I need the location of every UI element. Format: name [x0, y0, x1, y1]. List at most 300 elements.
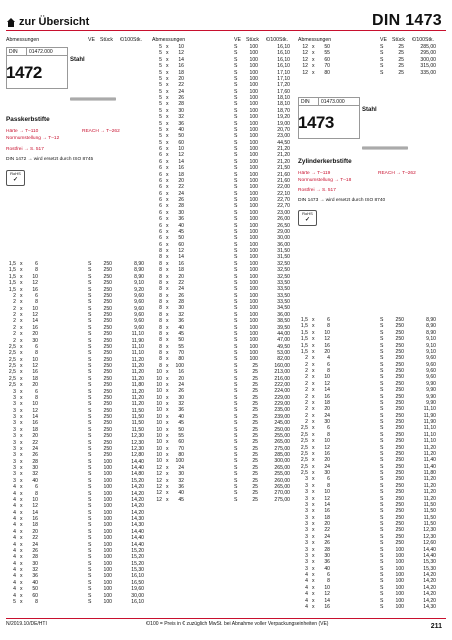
table-cell: 33,50 — [277, 292, 290, 299]
times-sign: x — [20, 547, 23, 554]
home-icon — [6, 18, 16, 27]
table-cell: 250 — [395, 399, 404, 406]
table-cell: S — [234, 228, 238, 235]
material: Stahl — [70, 57, 85, 63]
table-cell: 250 — [395, 431, 404, 438]
times-sign: x — [312, 412, 315, 419]
table-cell: 100 — [103, 465, 112, 471]
table-cell: 18,70 — [277, 107, 290, 114]
table-cell: S — [380, 603, 384, 610]
table-cell: 2,5 — [300, 431, 308, 438]
table-cell: 12 — [178, 248, 184, 254]
table-cell: 100 — [249, 235, 258, 242]
col-dims: Abmessungen — [298, 37, 332, 43]
table-cell: S — [88, 356, 92, 363]
times-sign: x — [312, 501, 315, 508]
table-cell: 250 — [395, 521, 404, 527]
table-cell: 100 — [249, 165, 258, 172]
table-cell: 30 — [178, 394, 184, 401]
table-cell: S — [380, 438, 384, 445]
table-cell: 250,00 — [274, 426, 290, 433]
table-cell: 2 — [305, 419, 308, 425]
table-cell: 32,50 — [277, 267, 290, 274]
table-cell: 8 — [159, 350, 162, 356]
times-sign: x — [166, 286, 169, 293]
table-cell: S — [88, 465, 92, 471]
table-cell: 100 — [249, 318, 258, 325]
table-cell: 250 — [103, 382, 112, 389]
times-sign: x — [20, 541, 23, 548]
table-cell: 24 — [324, 533, 330, 540]
table-cell: 3 — [13, 394, 16, 401]
haerte-link[interactable]: Härte → T–119 — [298, 171, 331, 176]
table-cell: 275,00 — [274, 445, 290, 452]
times-sign: x — [312, 482, 315, 489]
table-cell: S — [380, 559, 384, 566]
table-cell: 300,00 — [420, 56, 436, 63]
table-cell: 100 — [103, 547, 112, 554]
table-cell: 11,50 — [131, 426, 144, 433]
times-sign: x — [312, 425, 315, 432]
table-cell: 100 — [395, 578, 404, 585]
times-sign: x — [20, 598, 23, 605]
table-cell: 80 — [324, 69, 330, 76]
table-cell: 12 — [178, 152, 184, 159]
table-cell: S — [380, 431, 384, 438]
table-cell: 222,00 — [274, 381, 290, 388]
times-sign: x — [166, 401, 169, 407]
table-cell: 100 — [249, 311, 258, 318]
times-sign: x — [166, 483, 169, 490]
table-cell: 3 — [305, 533, 308, 540]
table-cell: 100 — [103, 592, 112, 599]
table-cell: 82,00 — [277, 356, 290, 363]
times-sign: x — [20, 586, 23, 593]
table-cell: S — [380, 565, 384, 572]
table-cell: 26 — [178, 197, 184, 203]
table-cell: 26 — [32, 452, 38, 459]
table-cell: 14,30 — [131, 516, 144, 522]
table-cell: 20 — [178, 75, 184, 82]
table-cell: 100 — [249, 69, 258, 76]
table-cell: S — [380, 521, 384, 527]
table-cell: 100 — [249, 139, 258, 146]
table-cell: 11,50 — [423, 501, 436, 508]
table-cell: S — [380, 406, 384, 413]
rostfrei-link[interactable]: Rostfrei → S. 517 — [6, 147, 44, 152]
table-cell: 4 — [13, 573, 16, 580]
times-sign: x — [166, 75, 169, 82]
table-cell: 26,00 — [277, 216, 290, 223]
table-cell: 8 — [159, 292, 162, 299]
table-cell: 11,20 — [131, 394, 144, 401]
table-cell: S — [88, 388, 92, 395]
table-cell: 6 — [159, 146, 162, 152]
table-cell: 10 — [156, 369, 162, 376]
table-cell: S — [88, 350, 92, 357]
times-sign: x — [166, 407, 169, 414]
table-cell: 60 — [324, 56, 330, 63]
table-cell: 9,10 — [426, 336, 436, 343]
table-cell: 25 — [252, 432, 258, 439]
table-cell: 11,10 — [423, 425, 436, 432]
table-cell: 100 — [249, 50, 258, 57]
table-cell: 14,40 — [423, 552, 436, 559]
times-sign: x — [20, 350, 23, 357]
table-cell: 10 — [156, 426, 162, 433]
table-cell: 20 — [324, 521, 330, 527]
table-cell: S — [380, 374, 384, 381]
table-cell: 45 — [178, 496, 184, 503]
table-cell: 29,00 — [277, 228, 290, 235]
table-cell: 25 — [252, 490, 258, 497]
table-cell: 4 — [13, 503, 16, 510]
table-cell: 10 — [156, 420, 162, 427]
table-cell: 10 — [156, 407, 162, 414]
table-cell: S — [234, 279, 238, 286]
back-to-overview-link[interactable] — [6, 16, 89, 28]
table-cell: 9,60 — [134, 318, 144, 325]
table-cell: 6 — [159, 222, 162, 229]
table-cell: 100 — [103, 535, 112, 542]
table-cell: S — [380, 546, 384, 553]
table-cell: 3 — [305, 527, 308, 534]
table-cell: 12 — [302, 44, 308, 50]
table-cell: 100 — [249, 88, 258, 95]
table-cell: 22,00 — [277, 184, 290, 191]
table-cell: 100 — [395, 572, 404, 578]
table-cell: 19,00 — [277, 120, 290, 127]
table-cell: 250 — [103, 299, 112, 306]
table-cell: 9,10 — [426, 342, 436, 349]
table-cell: 12,80 — [131, 452, 144, 459]
norm-link[interactable]: Normumstellung → T–12 — [6, 136, 60, 141]
table-cell: 2,5 — [300, 425, 308, 432]
table-cell: 14,20 — [423, 584, 436, 591]
table-cell: 100 — [249, 133, 258, 140]
times-sign: x — [312, 463, 315, 470]
table-cell: 20 — [178, 177, 184, 184]
table-cell: 12 — [324, 495, 330, 502]
times-sign: x — [166, 216, 169, 223]
table-cell: 1,5 — [300, 323, 308, 330]
product-number: 1473 — [298, 113, 334, 132]
times-sign: x — [166, 165, 169, 172]
times-sign: x — [20, 426, 23, 433]
table-cell: S — [88, 337, 92, 344]
table-cell: 8,90 — [426, 329, 436, 336]
table-cell: 250 — [395, 419, 404, 425]
table-cell: 25 — [252, 362, 258, 369]
table-cell: 15,20 — [131, 560, 144, 567]
table-cell: S — [88, 375, 92, 382]
times-sign: x — [20, 369, 23, 376]
table-cell: 25 — [252, 464, 258, 471]
table-cell: S — [380, 450, 384, 457]
times-sign: x — [166, 56, 169, 63]
table-cell: 5 — [159, 50, 162, 57]
times-sign: x — [166, 369, 169, 376]
rostfrei-link[interactable]: Rostfrei → S. 517 — [298, 188, 336, 193]
table-cell: 1,5 — [300, 348, 308, 355]
table-cell: 2 — [305, 374, 308, 381]
table-cell: S — [380, 482, 384, 489]
table-cell: 28 — [178, 203, 184, 210]
table-cell: S — [380, 361, 384, 368]
table-cell: 8 — [159, 324, 162, 331]
table-cell: 250 — [103, 445, 112, 452]
table-cell: S — [88, 318, 92, 325]
table-cell: 28 — [178, 101, 184, 108]
table-cell: 25 — [252, 420, 258, 427]
table-cell: 4 — [13, 547, 16, 554]
table-cell: 14 — [324, 501, 330, 508]
times-sign: x — [20, 490, 23, 497]
table-cell: 16 — [178, 260, 184, 267]
table-cell: S — [234, 171, 238, 178]
rohs-badge: RoHS ✓ — [6, 170, 25, 186]
table-cell: 12 — [324, 591, 330, 598]
table-cell: 3 — [305, 514, 308, 521]
table-cell: 30 — [178, 107, 184, 114]
table-cell: 21,20 — [277, 152, 290, 159]
table-cell: 100 — [249, 273, 258, 280]
table-cell: 24 — [178, 88, 184, 95]
table-cell: 8 — [327, 323, 330, 330]
table-cell: 100 — [249, 197, 258, 203]
table-cell: 100 — [103, 516, 112, 522]
norm-link[interactable]: Normumstellung → T–18 — [298, 178, 352, 183]
table-cell: 250 — [395, 425, 404, 432]
table-cell: 12 — [32, 407, 38, 414]
header-divider — [6, 30, 446, 31]
table-cell: S — [88, 305, 92, 312]
table-cell: 250 — [395, 444, 404, 451]
table-cell: 6 — [159, 171, 162, 178]
table-row — [298, 604, 442, 610]
table-cell: 10 — [156, 381, 162, 388]
table-cell: S — [234, 69, 238, 76]
table-cell: 17,10 — [277, 69, 290, 76]
times-sign: x — [166, 197, 169, 203]
times-sign: x — [20, 375, 23, 382]
table-cell: 16 — [32, 324, 38, 331]
table-cell: 10 — [324, 438, 330, 445]
times-sign: x — [166, 279, 169, 286]
table-cell: 14 — [324, 387, 330, 394]
haerte-link[interactable]: Härte → T–110 — [6, 129, 39, 134]
table-cell: S — [380, 44, 384, 50]
reach-link[interactable]: REACH → T–262 — [82, 129, 120, 134]
times-sign: x — [166, 254, 169, 261]
table-cell: 22 — [178, 184, 184, 191]
din-label: DIN — [9, 49, 18, 55]
times-sign: x — [20, 522, 23, 529]
table-cell: 16 — [324, 393, 330, 400]
table-cell: 2 — [305, 361, 308, 368]
table-cell: 100 — [103, 554, 112, 561]
table-cell: 100 — [249, 286, 258, 293]
table-cell: 250 — [103, 318, 112, 325]
table-cell: 22,70 — [277, 197, 290, 203]
table-row — [152, 497, 296, 503]
table-cell: S — [234, 152, 238, 159]
table-cell: 22 — [32, 535, 38, 542]
table-cell: 55 — [324, 50, 330, 57]
table-cell: 30 — [178, 305, 184, 312]
table-cell: S — [234, 241, 238, 248]
table-cell: 70 — [324, 63, 330, 70]
table-cell: 14 — [178, 158, 184, 165]
table-cell: 50 — [178, 426, 184, 433]
table-cell: 10 — [178, 146, 184, 152]
times-sign: x — [20, 407, 23, 414]
table-cell: 34,50 — [277, 305, 290, 312]
times-sign: x — [166, 248, 169, 254]
table-cell: 5 — [159, 133, 162, 140]
table-cell: S — [380, 419, 384, 425]
table-cell: 23,00 — [277, 133, 290, 140]
table-cell: 20 — [32, 331, 38, 338]
times-sign: x — [312, 387, 315, 394]
table-cell: S — [380, 368, 384, 374]
table-cell: 12 — [302, 63, 308, 70]
table-cell: 6 — [159, 241, 162, 248]
table-cell: S — [88, 503, 92, 510]
table-cell: 8,90 — [426, 323, 436, 330]
table-cell: 6 — [35, 343, 38, 350]
table-cell: 10 — [156, 452, 162, 458]
table-cell: 2,5 — [300, 450, 308, 457]
times-sign: x — [166, 426, 169, 433]
table-cell: 12 — [156, 471, 162, 478]
table-cell: 5 — [159, 139, 162, 146]
table-cell: 2,5 — [8, 375, 16, 382]
table-cell: 255,00 — [274, 432, 290, 439]
table-cell: S — [234, 254, 238, 261]
table-cell: 100 — [395, 591, 404, 598]
times-sign: x — [312, 533, 315, 540]
table-cell: 22 — [32, 439, 38, 446]
table-cell: 5 — [159, 88, 162, 95]
table-cell: 4 — [305, 591, 308, 598]
table-cell: 12 — [156, 464, 162, 471]
table-cell: 20 — [32, 433, 38, 440]
table-cell: 12 — [32, 312, 38, 318]
table-cell: 3 — [13, 433, 16, 440]
table-cell: 250 — [103, 375, 112, 382]
table-cell: 25 — [252, 477, 258, 484]
times-sign: x — [20, 414, 23, 420]
table-cell: 18,10 — [277, 95, 290, 101]
table-cell: 100 — [103, 598, 112, 605]
pin-image — [362, 146, 408, 150]
table-cell: S — [234, 95, 238, 101]
col-stk: Stück — [246, 37, 259, 43]
table-cell: 10 — [32, 273, 38, 280]
table-cell: 3 — [13, 439, 16, 446]
table-cell: 100 — [395, 603, 404, 610]
table-cell: S — [234, 82, 238, 89]
table-cell: 26 — [324, 540, 330, 547]
table-cell: 3 — [13, 477, 16, 484]
table-cell: S — [380, 317, 384, 323]
table-cell: 1,5 — [300, 329, 308, 336]
table-cell: 250 — [395, 476, 404, 483]
table-cell: 32 — [178, 477, 184, 484]
table-cell: 285,00 — [274, 452, 290, 458]
table-cell: 12 — [324, 380, 330, 387]
table-cell: 26 — [178, 388, 184, 395]
table-cell: 100 — [103, 503, 112, 510]
table-cell: 12 — [324, 336, 330, 343]
table-cell: 12,30 — [131, 439, 144, 446]
table-cell: 250 — [103, 312, 112, 318]
table-cell: S — [234, 267, 238, 274]
table-cell: 30 — [32, 337, 38, 344]
times-sign: x — [20, 343, 23, 350]
times-sign: x — [20, 445, 23, 452]
table-cell: 18 — [32, 375, 38, 382]
table-cell: 6 — [327, 361, 330, 368]
table-cell: S — [380, 463, 384, 470]
table-cell: 20 — [324, 406, 330, 413]
table-cell: 10 — [156, 413, 162, 420]
table-cell: 14,20 — [423, 572, 436, 578]
table-cell: 9,10 — [426, 348, 436, 355]
reach-link[interactable]: REACH → T–262 — [378, 171, 416, 176]
table-cell: 2 — [305, 380, 308, 387]
table-cell: 100 — [103, 579, 112, 586]
times-sign: x — [20, 535, 23, 542]
table-cell: 100 — [249, 228, 258, 235]
times-sign: x — [20, 433, 23, 440]
pin-image — [70, 97, 116, 101]
table-cell: 250 — [103, 394, 112, 401]
table-cell: 8 — [159, 318, 162, 325]
table-cell: 250 — [395, 342, 404, 349]
times-sign: x — [312, 572, 315, 578]
table-cell: S — [234, 75, 238, 82]
table-cell: 8 — [35, 299, 38, 306]
table-cell: 100 — [249, 343, 258, 350]
table-cell: 100 — [103, 484, 112, 491]
table-cell: 100 — [395, 565, 404, 572]
times-sign: x — [312, 438, 315, 445]
table-cell: 6 — [159, 228, 162, 235]
table-cell: S — [234, 426, 238, 433]
times-sign: x — [20, 516, 23, 522]
table-cell: S — [88, 490, 92, 497]
table-cell: 49,50 — [277, 343, 290, 350]
table-cell: 2 — [305, 406, 308, 413]
table-cell: S — [380, 578, 384, 585]
table-cell: 250 — [395, 540, 404, 547]
product-number: 1472 — [6, 63, 42, 82]
table-cell: 1,5 — [8, 280, 16, 287]
table-cell: 250 — [103, 286, 112, 293]
times-sign: x — [166, 139, 169, 146]
table-cell: 4 — [305, 578, 308, 585]
times-sign: x — [166, 44, 169, 50]
table-cell: 14,30 — [423, 603, 436, 610]
table-cell: S — [88, 567, 92, 573]
times-sign: x — [20, 331, 23, 338]
table-cell: S — [234, 56, 238, 63]
table-cell: S — [88, 579, 92, 586]
table-cell: 8,90 — [134, 267, 144, 274]
table-cell: 235,00 — [274, 407, 290, 414]
